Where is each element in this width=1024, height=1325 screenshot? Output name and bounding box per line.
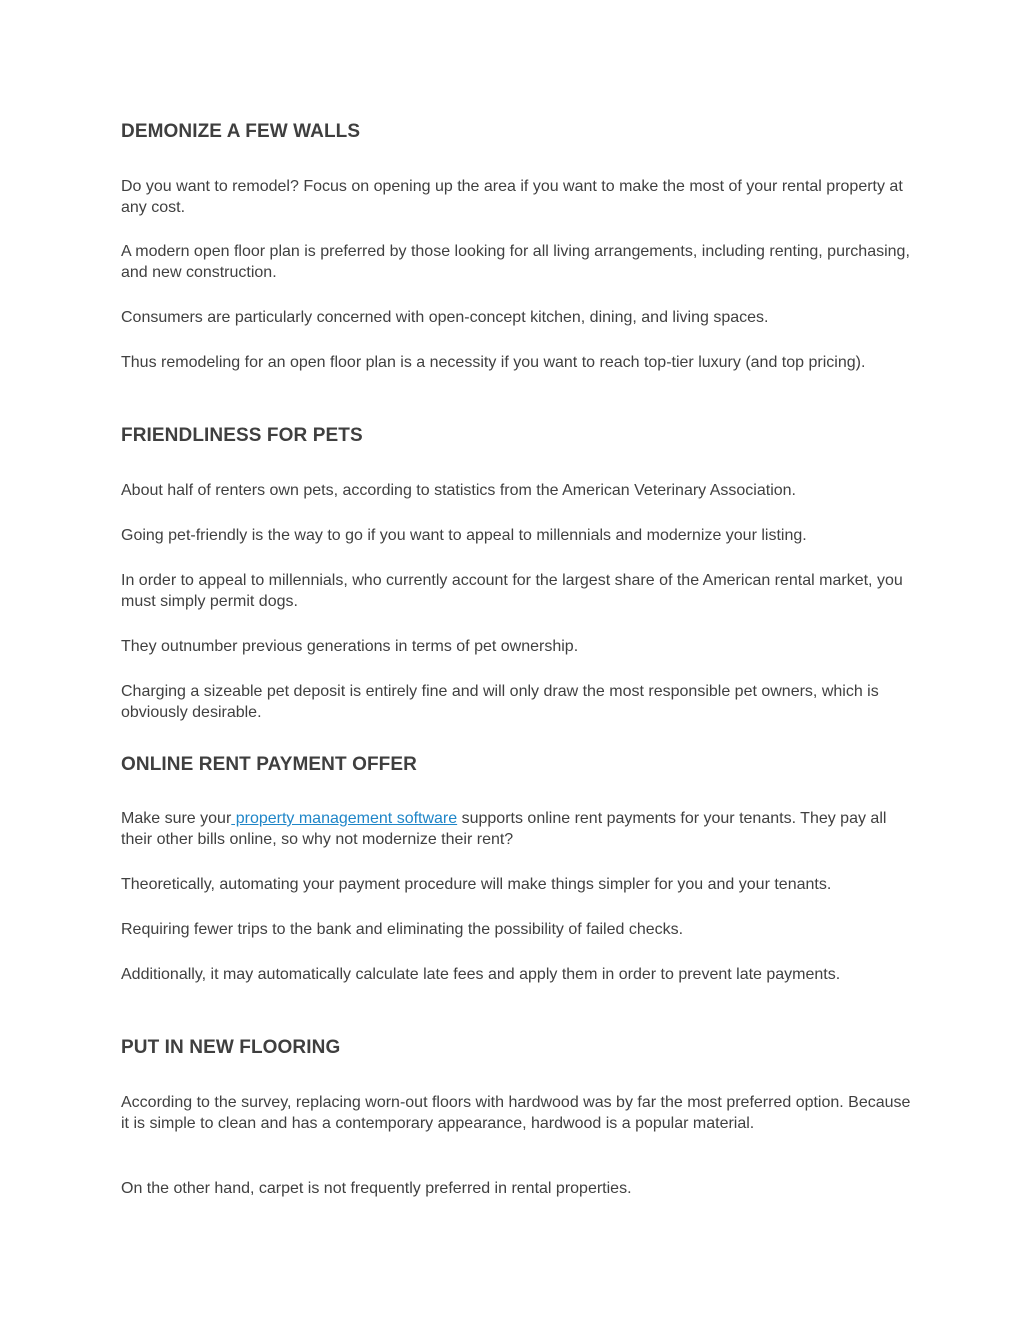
paragraph: According to the survey, replacing worn-out floors with hardwood was by far the most preferred option. Because it is simple to clean and has a contemporary appearance, hardwood is a popular material. [121,1094,911,1132]
heading-online-rent-payment: ONLINE RENT PAYMENT OFFER [121,754,417,775]
paragraph: In order to appeal to millennials, who currently account for the largest share of the American rental market, you must simply permit dogs. [121,572,903,610]
paragraph: Theoretically, automating your payment procedure will make things simpler for you and your tenants. [121,876,832,893]
property-management-software-link[interactable]: property management software [231,810,458,827]
paragraph: Thus remodeling for an open floor plan is a necessity if you want to reach top-tier luxury (and top pricing). [121,354,866,371]
heading-new-flooring: PUT IN NEW FLOORING [121,1037,341,1058]
heading-demonize-walls: DEMONIZE A FEW WALLS [121,121,361,142]
paragraph: Charging a sizeable pet deposit is entirely fine and will only draw the most responsible pet owners, which is obviously desirable. [121,683,879,721]
paragraph: On the other hand, carpet is not frequently preferred in rental properties. [121,1180,632,1197]
paragraph: Additionally, it may automatically calculate late fees and apply them in order to prevent late payments. [121,966,841,983]
paragraph-text-after-link: supports online rent payments for your tenants. They pay all their other bills online, so why not modernize their rent? [121,810,887,848]
paragraph: Do you want to remodel? Focus on opening up the area if you want to make the most of your rental property at any cost. [121,178,903,216]
paragraph: Requiring fewer trips to the bank and eliminating the possibility of failed checks. [121,921,684,938]
heading-friendliness-pets: FRIENDLINESS FOR PETS [121,425,363,446]
paragraph: They outnumber previous generations in terms of pet ownership. [121,638,579,655]
paragraph-text-before-link: Make sure your [121,810,232,827]
paragraph: Consumers are particularly concerned with open-concept kitchen, dining, and living spaces. [121,309,769,326]
paragraph: Going pet-friendly is the way to go if you want to appeal to millennials and modernize your listing. [121,527,807,544]
paragraph: About half of renters own pets, according to statistics from the American Veterinary Association. [121,482,796,499]
paragraph-with-link [121,809,911,850]
paragraph: A modern open floor plan is preferred by those looking for all living arrangements, including renting, purchasing, and new construction. [121,243,910,281]
